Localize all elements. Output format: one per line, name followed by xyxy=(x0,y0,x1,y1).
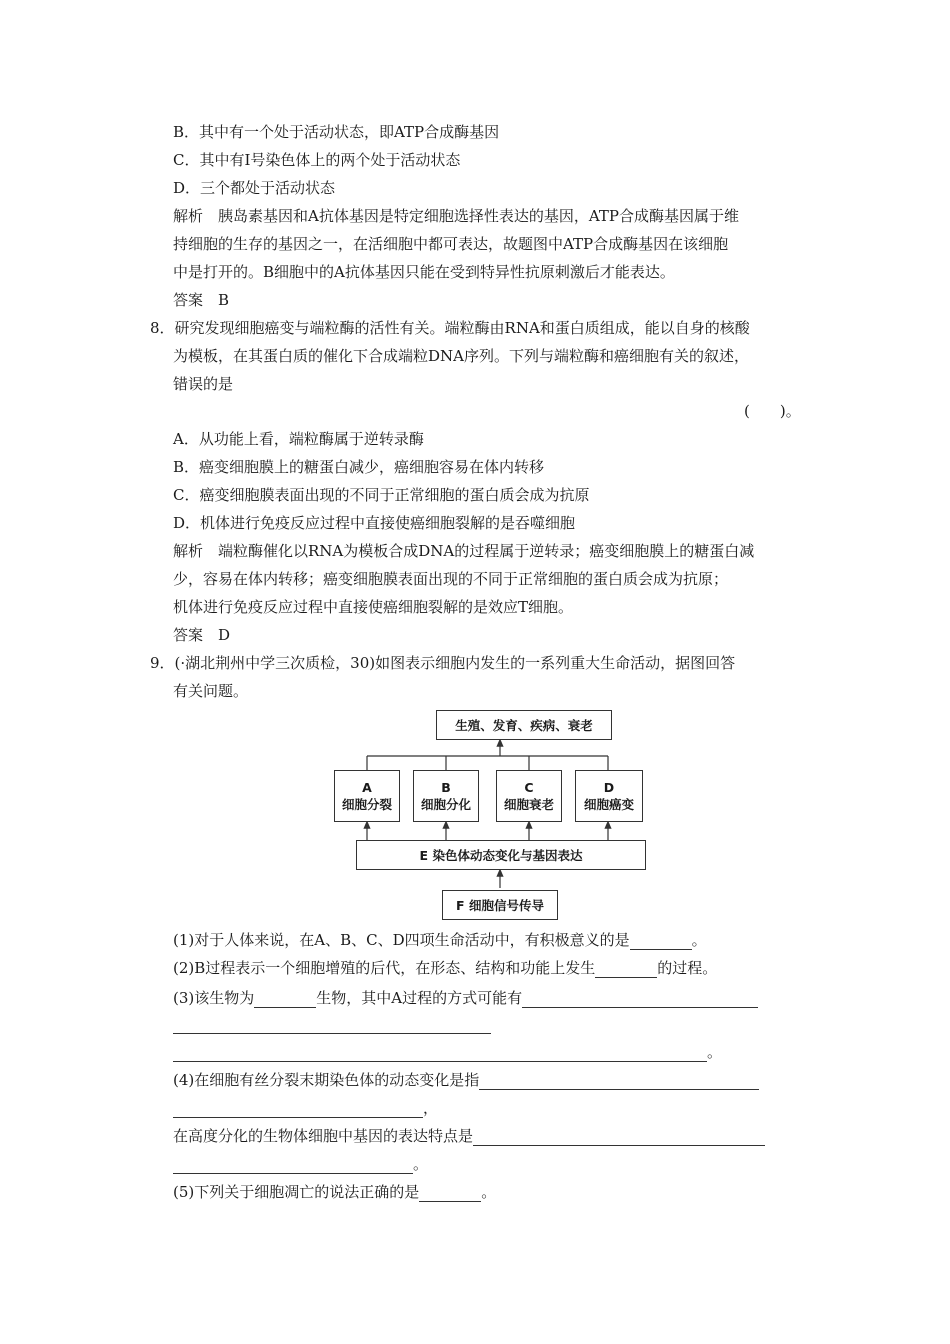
box-label: 细胞癌变 xyxy=(583,797,634,812)
answer-blank[interactable] xyxy=(522,991,758,1008)
q8-option-a: A．从功能上看，端粒酶属于逆转录酶 xyxy=(173,430,424,448)
answer-blank[interactable] xyxy=(173,1045,707,1062)
q7-option-c: C．其中有Ⅰ号染色体上的两个处于活动状态 xyxy=(173,151,461,169)
q9-sub4-end: 。 xyxy=(413,1155,429,1173)
answer-blank[interactable] xyxy=(473,1129,765,1146)
answer-blank[interactable] xyxy=(173,1157,413,1174)
q8-analysis-line: 机体进行免疫反应过程中直接使癌细胞裂解的是效应T细胞。 xyxy=(173,598,574,616)
q9-sub5-text: (5)下列关于细胞凋亡的说法正确的是 xyxy=(173,1183,420,1201)
box-letter: C xyxy=(524,780,534,795)
diagram-box-f xyxy=(442,890,558,920)
box-e-label: E 染色体动态变化与基因表达 xyxy=(419,847,583,863)
q8-answer: 答案 D xyxy=(173,626,231,644)
box-letter: A xyxy=(362,780,372,795)
q7-analysis-line: 持细胞的生存的基因之一，在活细胞中都可表达，故题图中ATP合成酶基因在该细胞 xyxy=(173,235,729,253)
q9-sub2 xyxy=(173,958,717,978)
q9-sub3-cont xyxy=(173,1042,722,1062)
q8-stem-line: 错误的是 xyxy=(173,375,234,393)
q9-sub3 xyxy=(173,988,758,1008)
q8-analysis-line: 少，容易在体内转移；癌变细胞膜表面出现的不同于正常细胞的蛋白质会成为抗原； xyxy=(173,570,729,588)
q9-sub1-end: 。 xyxy=(691,931,707,949)
q9-sub4-second-text: 在高度分化的生物体细胞中基因的表达特点是 xyxy=(173,1127,474,1145)
box-letter: D xyxy=(603,780,615,795)
q7-option-d: D．三个都处于活动状态 xyxy=(173,179,336,197)
q9-sub3-cont xyxy=(173,1014,491,1034)
q7-option-b: B．其中有一个处于活动状态，即ATP合成酶基因 xyxy=(173,123,500,141)
diagram-box-e xyxy=(356,840,646,870)
q9-sub3-text: (3)该生物为 xyxy=(173,989,255,1007)
q8-option-b: B．癌变细胞膜上的糖蛋白减少，癌细胞容易在体内转移 xyxy=(173,458,545,476)
q9-sub4-comma: ， xyxy=(423,1099,439,1117)
answer-blank[interactable] xyxy=(173,1017,491,1034)
box-f-label: F 细胞信号传导 xyxy=(456,897,544,913)
q9-sub1 xyxy=(173,930,707,950)
diagram-box-c xyxy=(496,770,562,822)
q9-sub4-cont xyxy=(173,1098,438,1118)
answer-blank[interactable] xyxy=(173,1101,423,1118)
q9-sub1-text: (1)对于人体来说，在A、B、C、D四项生命活动中，有积极意义的是 xyxy=(173,931,630,949)
cell-activity-diagram xyxy=(330,708,650,923)
q8-option-d: D．机体进行免疫反应过程中直接使癌细胞裂解的是吞噬细胞 xyxy=(173,514,576,532)
box-label: 细胞分裂 xyxy=(341,797,392,812)
q8-option-c: C．癌变细胞膜表面出现的不同于正常细胞的蛋白质会成为抗原 xyxy=(173,486,590,504)
answer-blank[interactable] xyxy=(254,991,316,1008)
diagram-box-a xyxy=(334,770,400,822)
q9-sub2-end: 的过程。 xyxy=(657,959,718,977)
diagram-box-d xyxy=(575,770,643,822)
answer-blank[interactable] xyxy=(595,961,657,978)
answer-blank[interactable] xyxy=(419,1185,481,1202)
q9-sub2-text: (2)B过程表示一个细胞增殖的后代，在形态、结构和功能上发生 xyxy=(173,959,596,977)
diagram-box-b xyxy=(413,770,479,822)
q9-sub3-end: 。 xyxy=(707,1043,723,1061)
q9-stem-line: 9．(·湖北荆州中学三次质检，30)如图表示细胞内发生的一系列重大生命活动，据图回答 xyxy=(150,654,736,672)
diagram-top-box xyxy=(436,710,612,740)
q8-answer-paren: ( )。 xyxy=(744,402,801,420)
q8-analysis-line: 解析 端粒酶催化以RNA为模板合成DNA的过程属于逆转录；癌变细胞膜上的糖蛋白减 xyxy=(173,542,755,560)
box-letter: B xyxy=(441,780,451,795)
diagram-top-label: 生殖、发育、疾病、衰老 xyxy=(455,717,593,733)
q9-sub4-cont xyxy=(173,1154,428,1174)
q9-sub3-mid: 生物，其中A过程的方式可能有 xyxy=(316,989,523,1007)
q8-stem-line: 为模板，在其蛋白质的催化下合成端粒DNA序列。下列与端粒酶和癌细胞有关的叙述， xyxy=(173,347,749,365)
q9-sub5 xyxy=(173,1182,496,1202)
q9-stem-line: 有关问题。 xyxy=(173,682,249,700)
answer-blank[interactable] xyxy=(630,933,692,950)
q9-sub4 xyxy=(173,1070,759,1090)
box-label: 细胞分化 xyxy=(420,797,471,812)
q7-answer: 答案 B xyxy=(173,291,230,309)
q8-stem-line: 8．研究发现细胞癌变与端粒酶的活性有关。端粒酶由RNA和蛋白质组成，能以自身的核酸 xyxy=(150,319,750,337)
answer-blank[interactable] xyxy=(479,1073,759,1090)
q9-sub5-end: 。 xyxy=(481,1183,497,1201)
q7-analysis-line: 解析 胰岛素基因和A抗体基因是特定细胞选择性表达的基因，ATP合成酶基因属于维 xyxy=(173,207,739,225)
box-label: 细胞衰老 xyxy=(503,797,554,812)
q9-sub4-text: (4)在细胞有丝分裂末期染色体的动态变化是指 xyxy=(173,1071,480,1089)
q9-sub4-second xyxy=(173,1126,765,1146)
q7-analysis-line: 中是打开的。B细胞中的A抗体基因只能在受到特异性抗原刺激后才能表达。 xyxy=(173,263,675,281)
